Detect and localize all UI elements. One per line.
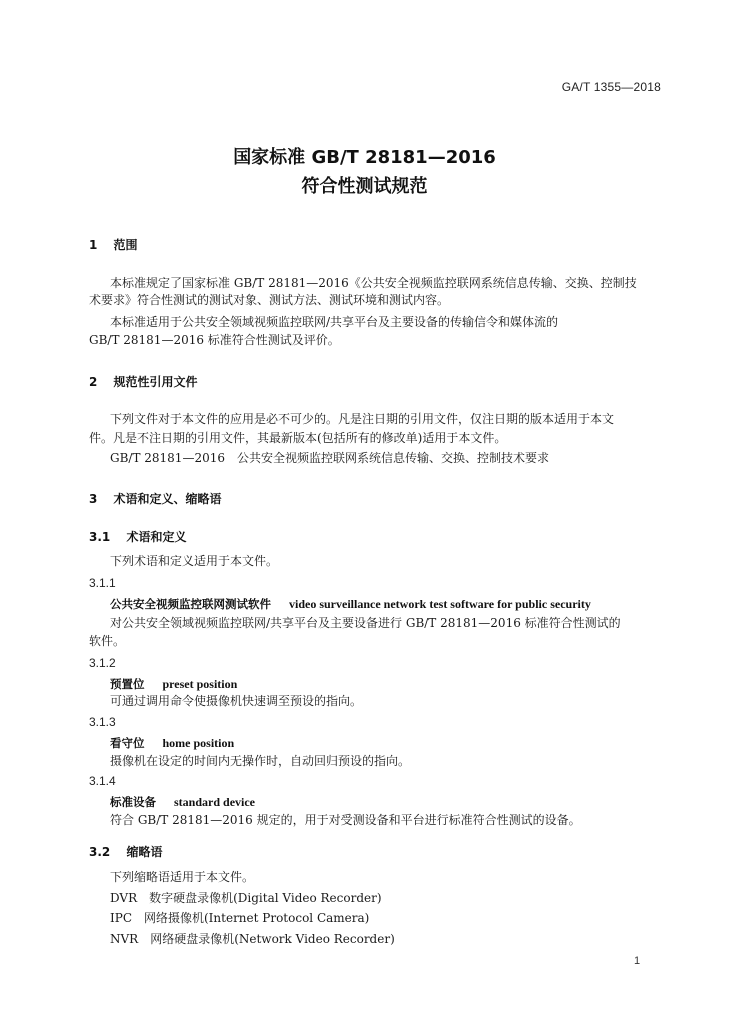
term-en: video surveillance network test software for public security: [289, 597, 591, 611]
term-number: 3.1.1: [89, 576, 116, 590]
document-title: 国家标准 GB/T 28181—2016: [233, 147, 496, 168]
definition-line: 符合 GB/T 28181—2016 规定的，用于对受测设备和平台进行标准符合性测试的设备。: [110, 813, 581, 827]
term-zh: 公共安全视频监控联网测试软件: [110, 597, 271, 611]
section-title: 范围: [113, 238, 138, 252]
paragraph-line: 件。凡是不注日期的引用文件，其最新版本(包括所有的修改单)适用于本文件。: [89, 431, 507, 445]
definition-line: 摄像机在设定的时间内无操作时，自动回归预设的指向。: [110, 754, 411, 768]
section-title: 术语和定义、缩略语: [113, 492, 222, 506]
abbreviation-item: IPC 网络摄像机(Internet Protocol Camera): [110, 911, 370, 925]
paragraph-line: GB/T 28181—2016 标准符合性测试及评价。: [89, 333, 340, 347]
term-en: home position: [162, 736, 235, 750]
section-2-heading: [89, 373, 198, 390]
subsection-number: 3.1: [89, 530, 111, 544]
definition-line: 可通过调用命令使摄像机快速调至预设的指向。: [110, 694, 363, 708]
section-3-heading: [89, 490, 222, 507]
abbreviation-item: NVR 网络硬盘录像机(Network Video Recorder): [110, 932, 395, 946]
subsection-title: 缩略语: [126, 845, 163, 859]
term-zh: 看守位: [110, 736, 145, 750]
section-number: 1: [89, 238, 98, 252]
page-number: 1: [634, 955, 641, 967]
paragraph-line: 下列文件对于本文件的应用是必不可少的。凡是注日期的引用文件，仅注日期的版本适用于本文: [110, 412, 615, 426]
definition-line: 对公共安全领域视频监控联网/共享平台及主要设备进行 GB/T 28181—2016 标准符合性测试的: [110, 616, 621, 630]
term-zh: 标准设备: [110, 795, 156, 809]
standard-code: GA/T 1355—2018: [561, 80, 661, 94]
term-entry: [110, 794, 255, 810]
subsection-3-2-heading: [89, 843, 162, 860]
subsection-3-1-heading: [89, 528, 186, 545]
paragraph-line: 本标准规定了国家标准 GB/T 28181—2016《公共安全视频监控联网系统信息传输、交换、控制技: [110, 276, 637, 290]
term-number: 3.1.4: [89, 774, 116, 788]
term-en: preset position: [162, 677, 238, 691]
term-entry: [110, 735, 234, 751]
abbreviation-item: DVR 数字硬盘录像机(Digital Video Recorder): [110, 891, 382, 905]
section-title: 规范性引用文件: [113, 375, 198, 389]
normative-reference: GB/T 28181—2016 公共安全视频监控联网系统信息传输、交换、控制技术要求: [110, 451, 549, 465]
subsection-number: 3.2: [89, 845, 111, 859]
term-entry: [110, 596, 591, 612]
definition-line: 软件。: [89, 634, 126, 648]
term-zh: 预置位: [110, 677, 145, 691]
subsection-title: 术语和定义: [126, 530, 187, 544]
section-number: 2: [89, 375, 98, 389]
document-subtitle: 符合性测试规范: [301, 176, 428, 197]
section-number: 3: [89, 492, 98, 506]
paragraph-line: 术要求》符合性测试的测试对象、测试方法、测试环境和测试内容。: [89, 293, 450, 307]
paragraph-line: 下列缩略语适用于本文件。: [110, 870, 255, 884]
term-entry: [110, 676, 237, 692]
section-1-heading: [89, 236, 138, 253]
paragraph-line: 下列术语和定义适用于本文件。: [110, 554, 279, 568]
term-number: 3.1.2: [89, 656, 116, 670]
paragraph-line: 本标准适用于公共安全领域视频监控联网/共享平台及主要设备的传输信令和媒体流的: [110, 315, 559, 329]
term-number: 3.1.3: [89, 715, 116, 729]
term-en: standard device: [174, 795, 255, 809]
